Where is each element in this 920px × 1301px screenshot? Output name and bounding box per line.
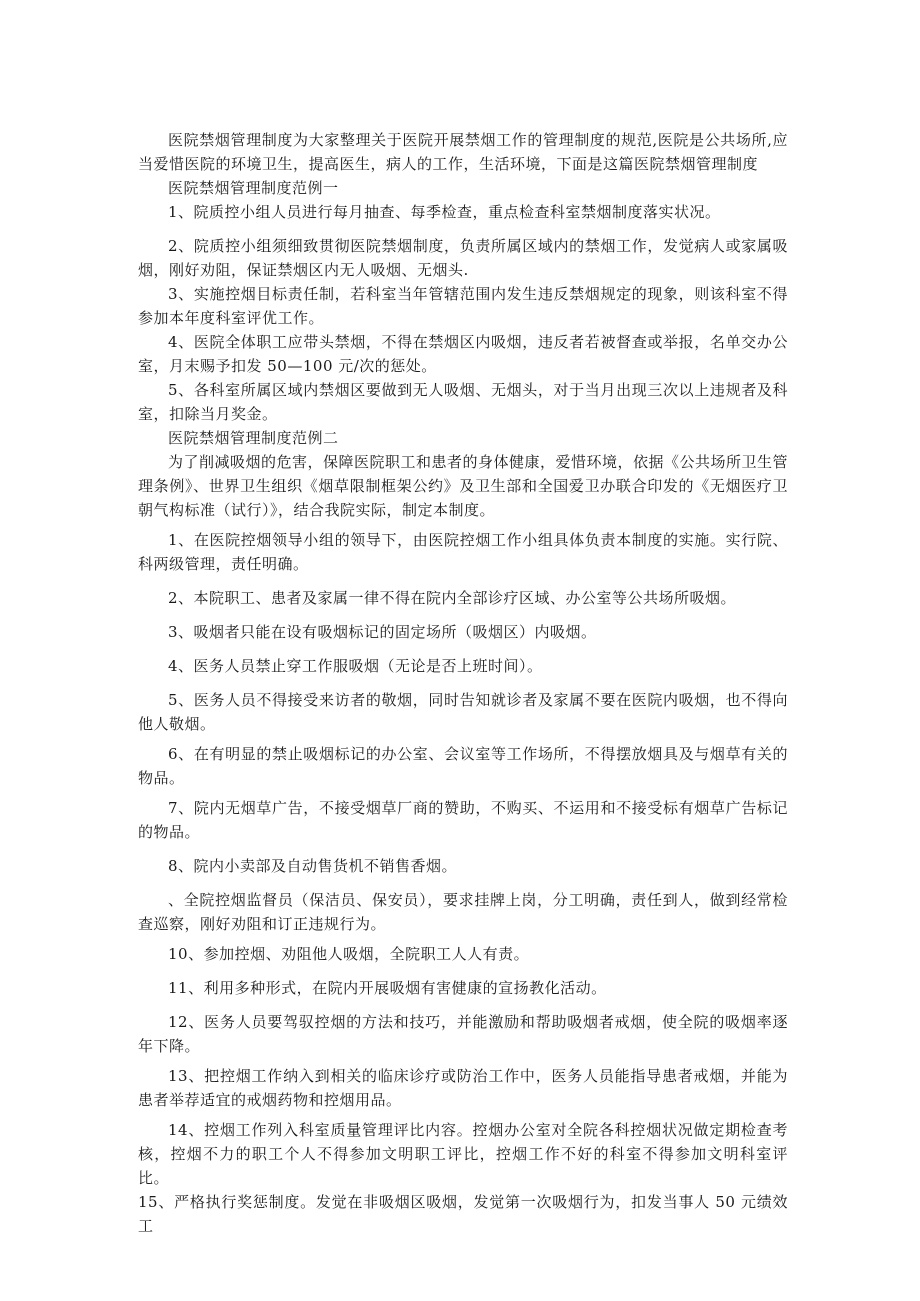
section2-item: 8、院内小卖部及自动售货机不销售香烟。 xyxy=(168,857,458,875)
section2-item: 2、本院职工、患者及家属一律不得在院内全部诊疗区域、办公室等公共场所吸烟。 xyxy=(168,589,737,607)
section1-item: 3、实施控烟目标责任制，若科室当年管辖范围内发生违反禁烟规定的现象，则该科室不得参加本年度科室评优工作。 xyxy=(138,285,788,327)
section2-item: 5、医务人员不得接受来访者的敬烟，同时告知就诊者及家属不要在医院内吸烟，也不得向他人敬烟。 xyxy=(138,691,788,733)
section2-item: 3、吸烟者只能在设有吸烟标记的固定场所（吸烟区）内吸烟。 xyxy=(168,623,597,641)
intro-paragraph: 医院禁烟管理制度为大家整理关于医院开展禁烟工作的管理制度的规范,医院是公共场所,应当爱惜医院的环境卫生，提高医生，病人的工作，生活环境，下面是这篇医院禁烟管理制度 xyxy=(138,131,788,173)
section2-item: 15、严格执行奖惩制度。发觉在非吸烟区吸烟，发觉第一次吸烟行为，扣发当事人 50 元绩效工 xyxy=(138,1193,788,1235)
section1-item: 1、院质控小组人员进行每月抽查、每季检查，重点检查科室禁烟制度落实状况。 xyxy=(168,203,721,221)
document-page xyxy=(138,128,788,1238)
section2-item: 13、把控烟工作纳入到相关的临床诊疗或防治工作中，医务人员能指导患者戒烟，并能为患者举荐适宜的戒烟药物和控烟用品。 xyxy=(138,1067,788,1109)
section1-title: 医院禁烟管理制度范例一 xyxy=(168,179,339,197)
section2-item: 1、在医院控烟领导小组的领导下，由医院控烟工作小组具体负责本制度的实施。实行院、科两级管理，责任明确。 xyxy=(138,531,788,573)
section2-item: 6、在有明显的禁止吸烟标记的办公室、会议室等工作场所，不得摆放烟具及与烟草有关的物品。 xyxy=(138,745,788,787)
section2-preamble: 为了削减吸烟的危害，保障医院职工和患者的身体健康，爱惜环境，依据《公共场所卫生管理条例》、世界卫生组织《烟草限制框架公约》及卫生部和全国爱卫办联合印发的《无烟医疗卫朝气构标准（试行）》，结合我院实际，制定本制度。 xyxy=(138,453,789,519)
section2-item: 12、医务人员要驾驭控烟的方法和技巧，并能激励和帮助吸烟者戒烟，使全院的吸烟率逐年下降。 xyxy=(138,1013,788,1055)
section1-item: 4、医院全体职工应带头禁烟，不得在禁烟区内吸烟，违反者若被督查或举报，名单交办公室，月末赐予扣发 50—100 元/次的惩处。 xyxy=(138,333,788,375)
section2-item: 7、院内无烟草广告，不接受烟草厂商的赞助，不购买、不运用和不接受标有烟草广告标记的物品。 xyxy=(138,799,788,841)
section2-item: 4、医务人员禁止穿工作服吸烟（无论是否上班时间）。 xyxy=(168,657,543,675)
section1-item: 2、院质控小组须细致贯彻医院禁烟制度，负责所属区域内的禁烟工作，发觉病人或家属吸烟，刚好劝阻，保证禁烟区内无人吸烟、无烟头. xyxy=(138,237,788,279)
section2-item: 14、控烟工作列入科室质量管理评比内容。控烟办公室对全院各科控烟状况做定期检查考核，控烟不力的职工个人不得参加文明职工评比，控烟工作不好的科室不得参加文明科室评比。 xyxy=(138,1121,788,1187)
section2-item: 10、参加控烟、劝阻他人吸烟，全院职工人人有责。 xyxy=(168,945,530,963)
section1-item: 5、各科室所属区域内禁烟区要做到无人吸烟、无烟头，对于当月出现三次以上违规者及科室，扣除当月奖金。 xyxy=(138,381,788,423)
section2-title: 医院禁烟管理制度范例二 xyxy=(168,429,339,447)
section2-item: 11、利用多种形式，在院内开展吸烟有害健康的宣扬教化活动。 xyxy=(168,979,607,997)
section2-item: 、全院控烟监督员（保洁员、保安员），要求挂牌上岗，分工明确，责任到人，做到经常检查巡察，刚好劝阻和订正违规行为。 xyxy=(138,891,788,933)
